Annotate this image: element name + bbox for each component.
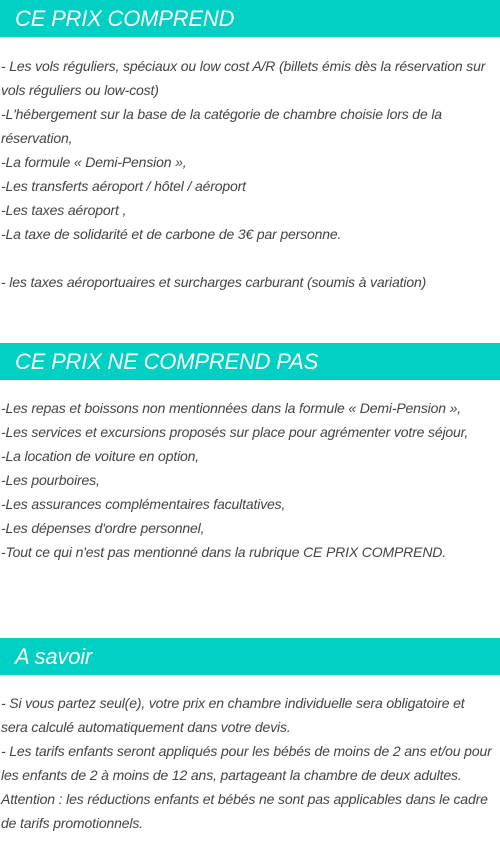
list-item [1, 246, 499, 270]
section-title: CE PRIX COMPREND [15, 5, 235, 31]
included-list [1, 54, 499, 294]
list-item: -Les pourboires, [1, 472, 100, 488]
section-title: A savoir [15, 643, 93, 669]
section-header-included [0, 0, 500, 37]
list-item: - les taxes aéroportuaires et surcharges carburant (soumis à variation) [1, 274, 427, 290]
list-item: de tarifs promotionnels. [1, 815, 143, 831]
list-item: Attention : les réductions enfants et bébés ne sont pas applicables dans le cadre [1, 791, 488, 807]
list-item: -Les dépenses d'ordre personnel, [1, 520, 205, 536]
list-item: - Si vous partez seul(e), votre prix en chambre individuelle sera obligatoire et [1, 695, 465, 711]
section-header-not-included [0, 343, 500, 380]
list-item: -Les taxes aéroport , [1, 202, 127, 218]
not-included-list [1, 396, 499, 564]
list-item: les enfants de 2 à moins de 12 ans, partageant la chambre de deux adultes. [1, 767, 462, 783]
section-header-a-savoir [0, 638, 500, 675]
list-item: - Les vols réguliers, spéciaux ou low cost A/R (billets émis dès la réservation sur [1, 58, 486, 74]
list-item: -La formule « Demi-Pension », [1, 154, 187, 170]
list-item: -Les transferts aéroport / hôtel / aéroport [1, 178, 246, 194]
list-item: -Tout ce qui n'est pas mentionné dans la rubrique CE PRIX COMPREND. [1, 544, 446, 560]
list-item: -Les services et excursions proposés sur place pour agrémenter votre séjour, [1, 424, 469, 440]
list-item: réservation, [1, 130, 73, 146]
list-item: sera calculé automatiquement dans votre devis. [1, 719, 291, 735]
section-title: CE PRIX NE COMPREND PAS [15, 348, 319, 374]
a-savoir-list [1, 691, 499, 835]
list-item: -La location de voiture en option, [1, 448, 200, 464]
list-item: vols réguliers ou low-cost) [1, 82, 159, 98]
list-item: - Les tarifs enfants seront appliqués pour les bébés de moins de 2 ans et/ou pour [1, 743, 492, 759]
list-item: -L'hébergement sur la base de la catégorie de chambre choisie lors de la [1, 106, 442, 122]
list-item: -La taxe de solidarité et de carbone de 3€ par personne. [1, 226, 342, 242]
list-item: -Les assurances complémentaires facultatives, [1, 496, 286, 512]
list-item: -Les repas et boissons non mentionnées dans la formule « Demi-Pension », [1, 400, 462, 416]
